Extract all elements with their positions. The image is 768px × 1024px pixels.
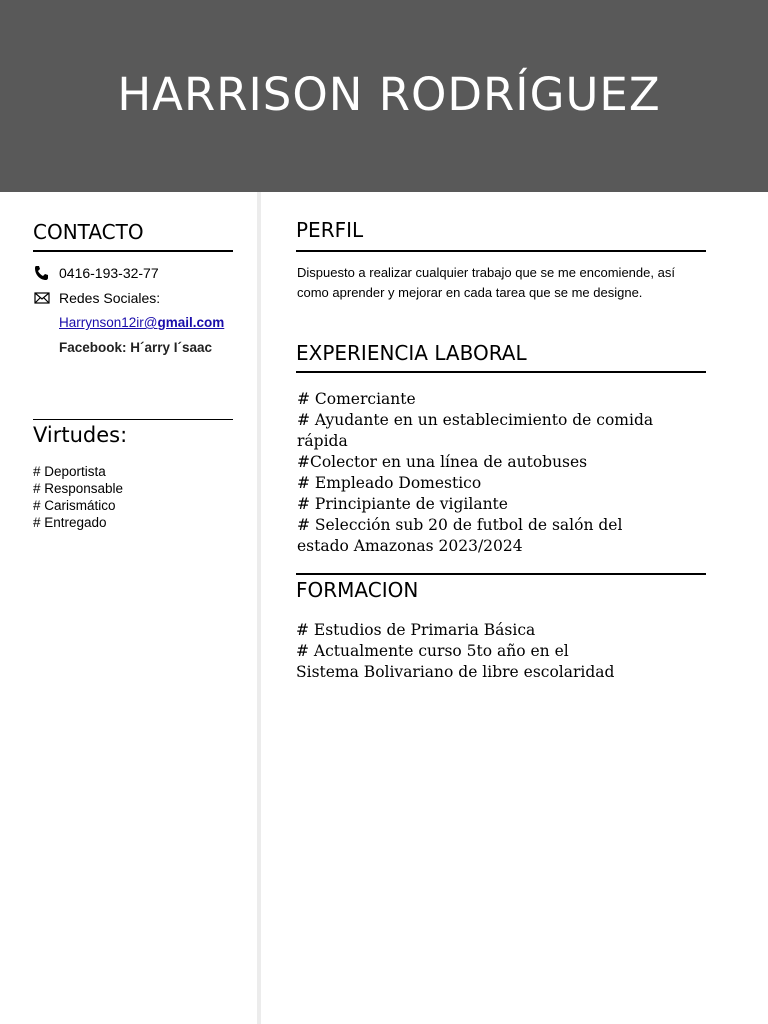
virtudes-rule (33, 419, 233, 420)
list-item: # Principiante de vigilante (297, 495, 508, 513)
formacion-title: FORMACION (296, 578, 419, 602)
list-item: # Ayudante en un establecimiento de comida rápida (297, 411, 654, 450)
list-item: #Colector en una línea de autobuses (297, 453, 588, 471)
contacto-title: CONTACTO (33, 220, 144, 244)
perfil-title: PERFIL (296, 218, 364, 242)
perfil-rule (296, 250, 706, 252)
experiencia-title: EXPERIENCIA LABORAL (296, 341, 527, 365)
facebook-handle: Facebook: H´arry I´saac (59, 340, 213, 355)
virtudes-list (33, 463, 123, 531)
experiencia-rule (296, 371, 706, 373)
person-name: HARRISON RODRÍGUEZ (117, 68, 661, 121)
list-item: # Empleado Domestico (297, 474, 482, 492)
list-item: # Actualmente curso 5to año en el Sistema Bolivariano de libre escolaridad (296, 642, 615, 681)
social-label: Redes Sociales: (59, 290, 161, 306)
formacion-list (296, 620, 636, 683)
list-item: # Estudios de Primaria Básica (296, 621, 536, 639)
email-domain: gmail.com (157, 315, 225, 330)
email-link[interactable] (59, 315, 224, 330)
phone-number: 0416-193-32-77 (59, 265, 159, 281)
phone-row (33, 265, 159, 281)
experiencia-list (297, 389, 662, 557)
list-item: # Entregado (33, 515, 107, 530)
social-row (33, 290, 160, 306)
list-item: # Carismático (33, 498, 116, 513)
virtudes-title: Virtudes: (33, 423, 128, 447)
phone-icon (33, 265, 51, 281)
column-divider (257, 192, 261, 1024)
list-item: # Selección sub 20 de futbol de salón del estado Amazonas 2023/2024 (297, 516, 623, 555)
list-item: # Responsable (33, 481, 124, 496)
email-user: Harrynson12ir@ (59, 315, 158, 330)
list-item: # Deportista (33, 464, 106, 479)
envelope-icon (33, 290, 51, 306)
header-banner (0, 0, 768, 192)
perfil-text: Dispuesto a realizar cualquier trabajo que se me encomiende, así como aprender y mejorar en cada tarea que se me designe. (297, 265, 675, 300)
formacion-rule (296, 573, 706, 575)
contacto-rule (33, 250, 233, 252)
list-item: # Comerciante (297, 390, 416, 408)
